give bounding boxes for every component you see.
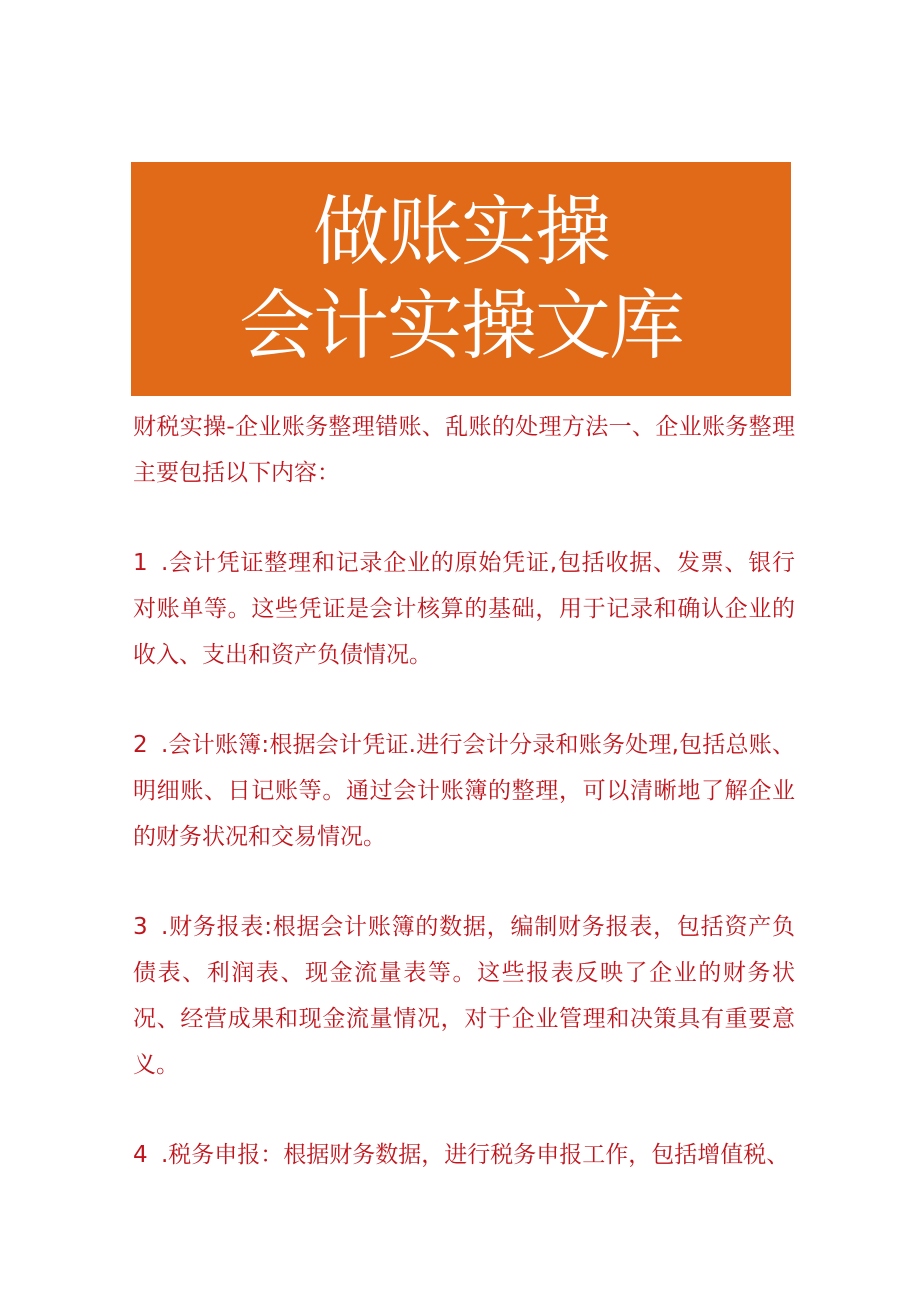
intro-paragraph xyxy=(133,404,795,496)
title-banner xyxy=(131,162,791,396)
banner-title-line-2: 会计实操文库 xyxy=(239,281,683,370)
paragraph-text: .会计凭证整理和记录企业的原始凭证,包括收据、发票、银行对账单等。这些凭证是会计核算的基础，用于记录和确认企业的收入、支出和资产负债情况。 xyxy=(133,550,795,668)
list-number: 3 xyxy=(133,914,148,940)
list-item-3 xyxy=(133,904,795,1088)
document-body xyxy=(133,404,795,1222)
paragraph-text: .财务报表:根据会计账簿的数据，编制财务报表，包括资产负债表、利润表、现金流量表等。这些报表反映了企业的财务状况、经营成果和现金流量情况，对于企业管理和决策具有重要意义。 xyxy=(133,914,795,1078)
paragraph-text: .税务申报：根据财务数据，进行税务申报工作，包括增值税、 xyxy=(161,1142,790,1168)
list-item-2 xyxy=(133,722,795,860)
list-number: 2 xyxy=(133,732,148,758)
list-number: 1 xyxy=(133,550,148,576)
paragraph-text: 财税实操-企业账务整理错账、乱账的处理方法一、企业账务整理主要包括以下内容： xyxy=(133,414,795,486)
list-item-1 xyxy=(133,540,795,678)
paragraph-text: .会计账簿:根据会计凭证.进行会计分录和账务处理,包括总账、明细账、日记账等。通过会计账簿的整理，可以清晰地了解企业的财务状况和交易情况。 xyxy=(133,732,795,850)
banner-title-line-1: 做账实操 xyxy=(313,187,609,276)
list-number: 4 xyxy=(133,1142,148,1168)
list-item-4 xyxy=(133,1132,795,1178)
